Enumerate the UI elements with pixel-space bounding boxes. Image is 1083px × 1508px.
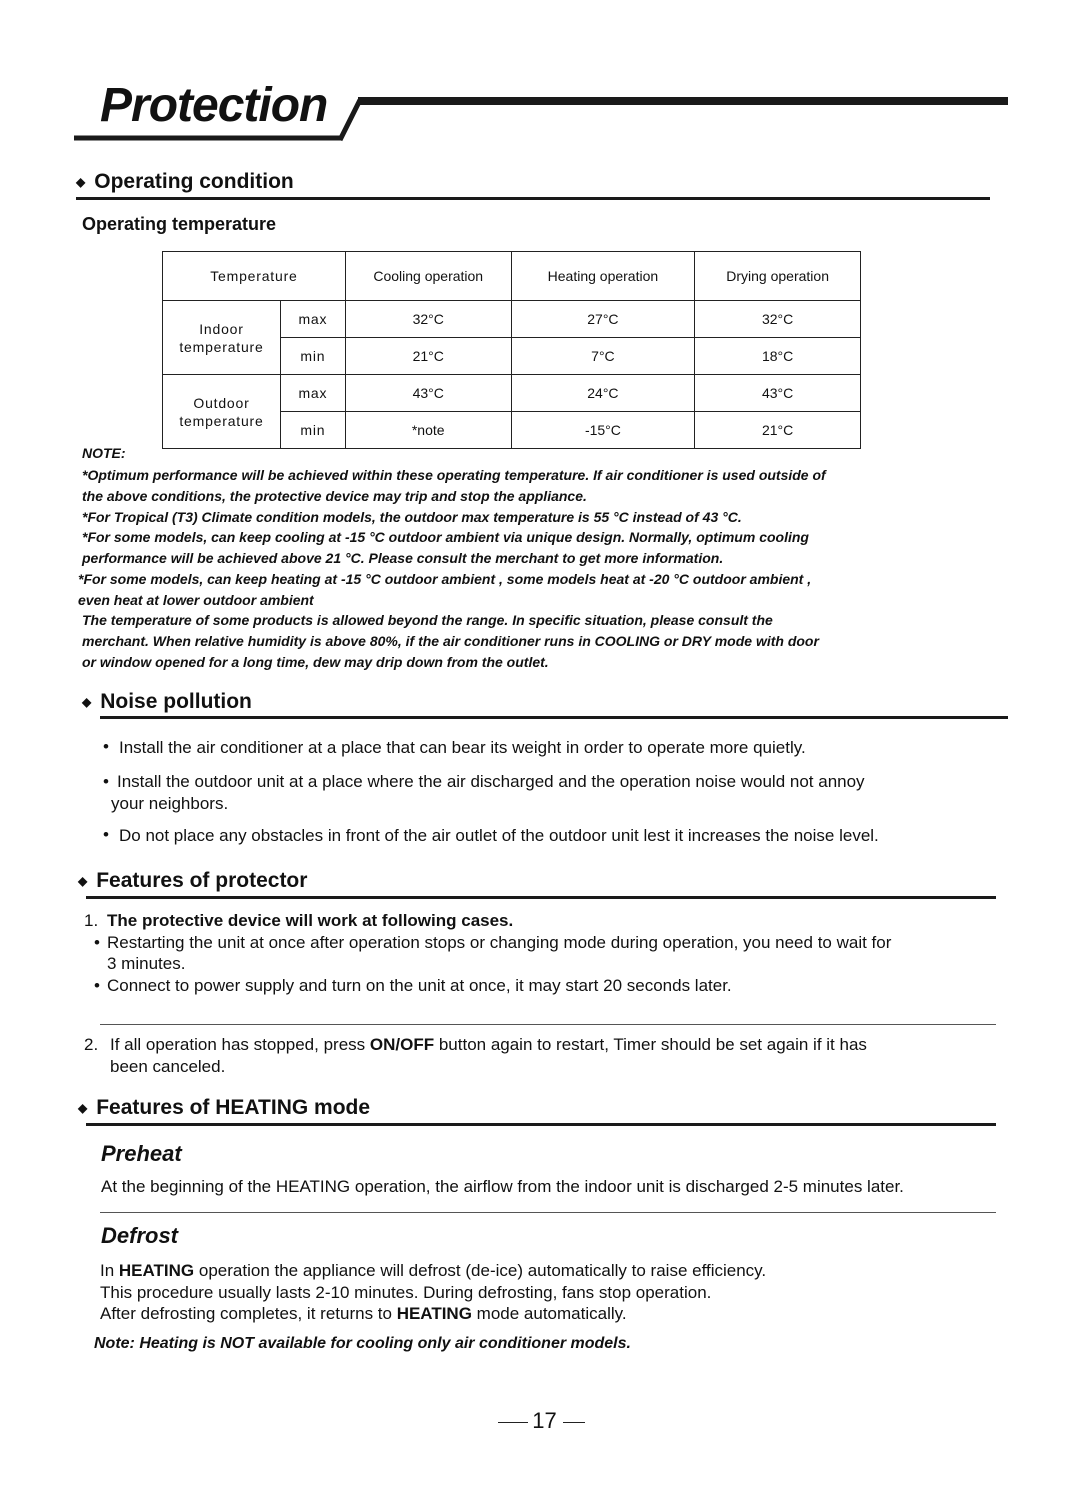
defrost-title: Defrost (101, 1223, 179, 1248)
bullet-dot: • (94, 976, 100, 995)
text-span: button again to restart, Timer should be set again if it has (434, 1035, 867, 1054)
protector-item-number: 2. (84, 1035, 99, 1054)
max-label: max (280, 375, 345, 412)
header-heating: Heating operation (511, 252, 695, 301)
note-title: NOTE: (82, 445, 126, 461)
section-heading-operating (76, 170, 294, 194)
max-label: max (280, 301, 345, 338)
text-span: operation the appliance will defrost (de-ice) automatically to raise efficiency. (194, 1261, 767, 1280)
note-line: or window opened for a long time, dew may drip down from the outlet. (82, 654, 549, 670)
protector-item-2-cont: been canceled. (110, 1057, 226, 1076)
divider (100, 1024, 996, 1025)
noise-item: your neighbors. (111, 794, 229, 813)
operating-temperature-label: Operating temperature (82, 214, 277, 234)
note-line: the above conditions, the protective device may trip and stop the appliance. (82, 488, 587, 504)
header-cooling: Cooling operation (345, 252, 511, 301)
operating-temperature-table (162, 251, 861, 449)
heating-label: HEATING (118, 1261, 195, 1280)
diamond-bullet-icon: ◆ (76, 175, 86, 189)
defrost-line (100, 1260, 766, 1282)
page-number (0, 1408, 1083, 1434)
protector-item-number: 1. (84, 911, 99, 930)
noise-item: Do not place any obstacles in front of the air outlet of the outdoor unit lest it increases the noise level. (119, 826, 879, 845)
protector-item-2 (110, 1034, 867, 1056)
bullet-dot: • (103, 737, 109, 756)
min-label: min (280, 412, 345, 449)
protector-bullet: Connect to power supply and turn on the unit at once, it may start 20 seconds later. (107, 976, 732, 995)
table-cell: 21°C (695, 412, 861, 449)
table-cell: 43°C (345, 375, 511, 412)
table-cell: *note (345, 412, 511, 449)
diamond-bullet-icon: ◆ (82, 695, 92, 709)
note-line: *Optimum performance will be achieved within these operating temperature. If air conditioner is used outside of (82, 467, 826, 483)
page-number-dash (498, 1422, 528, 1423)
table-cell: 32°C (345, 301, 511, 338)
text-span: In (100, 1261, 119, 1280)
table-header-row (163, 252, 861, 301)
protector-bullet: Restarting the unit at once after operation stops or changing mode during operation, you need to wait for (107, 933, 892, 952)
heating-note: Note: Heating is NOT available for cooling only air conditioner models. (94, 1335, 631, 1352)
section-title: Features of HEATING mode (96, 1096, 371, 1119)
section-heading-noise (82, 690, 252, 714)
bullet-dot: • (94, 933, 100, 952)
divider (100, 1212, 996, 1213)
heating-label: HEATING (396, 1304, 472, 1323)
section-rule (76, 197, 990, 200)
table-cell: 43°C (695, 375, 861, 412)
note-line: merchant. When relative humidity is above 80%, if the air conditioner runs in COOLING or DRY mode with door (82, 633, 819, 649)
table-cell: 24°C (511, 375, 695, 412)
table-row (163, 375, 861, 412)
diamond-bullet-icon: ◆ (78, 874, 88, 888)
header-temperature: Temperature (163, 252, 346, 301)
text-span: If all operation has stopped, press (110, 1035, 370, 1054)
header-drying: Drying operation (695, 252, 861, 301)
note-line: *For some models, can keep heating at -15 °C outdoor ambient , some models heat at -20 °C outdoor ambient , (78, 571, 812, 587)
table-cell: -15°C (511, 412, 695, 449)
outdoor-label: Outdoor temperature (163, 375, 281, 449)
defrost-line: This procedure usually lasts 2-10 minutes. During defrosting, fans stop operation. (100, 1283, 712, 1302)
section-heading-protector (78, 869, 307, 893)
table-row (163, 301, 861, 338)
noise-item: Install the outdoor unit at a place where the air discharged and the operation noise would not annoy (117, 772, 865, 791)
section-rule (86, 1123, 996, 1126)
bullet-dot: • (103, 825, 109, 844)
page-title: Protection (100, 79, 328, 132)
bullet-dot: • (103, 772, 109, 791)
table-cell: 27°C (511, 301, 695, 338)
section-title: Features of protector (96, 869, 308, 892)
note-line: The temperature of some products is allowed beyond the range. In specific situation, please consult the (82, 612, 773, 628)
preheat-text: At the beginning of the HEATING operation, the airflow from the indoor unit is discharged 2-5 minutes later. (101, 1177, 904, 1196)
page-number-value: 17 (532, 1408, 557, 1433)
table-cell: 32°C (695, 301, 861, 338)
noise-item: Install the air conditioner at a place that can bear its weight in order to operate more quietly. (119, 738, 806, 757)
note-line: performance will be achieved above 21 °C. Please consult the merchant to get more information. (82, 550, 724, 566)
protector-bullet: 3 minutes. (107, 954, 186, 973)
text-span: mode automatically. (471, 1304, 627, 1323)
note-line: even heat at lower outdoor ambient (78, 592, 314, 608)
note-line: *For Tropical (T3) Climate condition models, the outdoor max temperature is 55 °C instead of 43 °C. (82, 509, 742, 525)
table-cell: 18°C (695, 338, 861, 375)
section-rule (86, 896, 996, 899)
diamond-bullet-icon: ◆ (78, 1101, 88, 1115)
min-label: min (280, 338, 345, 375)
table-cell: 21°C (345, 338, 511, 375)
section-heading-heating (78, 1096, 370, 1120)
table-cell: 7°C (511, 338, 695, 375)
on-off-label: ON/OFF (369, 1035, 435, 1054)
defrost-line (100, 1303, 627, 1325)
preheat-title: Preheat (101, 1141, 182, 1166)
note-line: *For some models, can keep cooling at -15 °C outdoor ambient via unique design. Normally, optimum cooling (82, 529, 809, 545)
indoor-label: Indoor temperature (163, 301, 281, 375)
section-rule (100, 716, 1008, 719)
text-span: After defrosting completes, it returns to (100, 1304, 397, 1323)
section-title: Noise pollution (100, 690, 252, 713)
page-number-dash (563, 1422, 585, 1423)
protector-item-title: The protective device will work at following cases. (107, 911, 514, 930)
section-title: Operating condition (94, 170, 294, 193)
